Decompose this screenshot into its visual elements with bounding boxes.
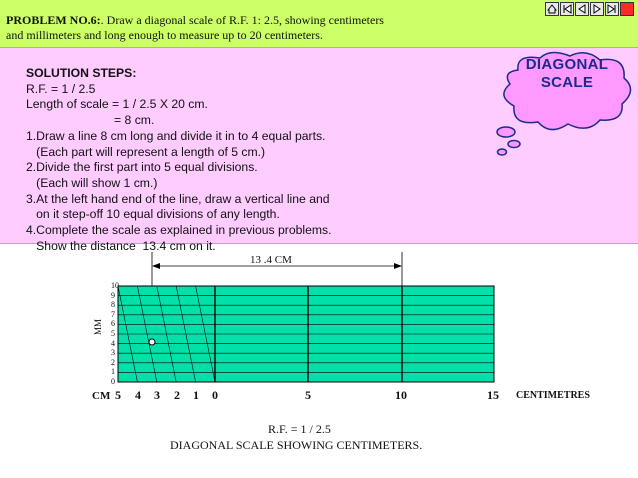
step-line: (Each part will represent a length of 5 cm.) xyxy=(26,144,266,159)
mm-tick-label: 6 xyxy=(111,319,115,329)
slide-navigation xyxy=(545,2,634,16)
mm-tick-label: 5 xyxy=(111,329,115,338)
mm-tick-label: 0 xyxy=(111,377,115,386)
steps-title: SOLUTION STEPS: xyxy=(26,66,137,80)
cm-tick-label: 0 xyxy=(212,388,218,402)
step-line: Show the distance 13.4 cm on it. xyxy=(26,238,216,253)
cm-tick-label: 3 xyxy=(154,388,160,402)
cloud-line1: DIAGONAL xyxy=(525,56,609,73)
problem-statement-bar xyxy=(0,0,638,48)
diagram-caption: DIAGONAL SCALE SHOWING CENTIMETERS. xyxy=(170,438,423,452)
diagonal-scale-diagram xyxy=(0,244,638,478)
cm-tick-label: 15 xyxy=(487,388,499,402)
home-icon[interactable] xyxy=(545,2,559,16)
problem-statement xyxy=(6,13,446,43)
problem-number: PROBLEM NO.6: xyxy=(6,13,101,27)
first-icon[interactable] xyxy=(560,2,574,16)
mm-axis-label: MM xyxy=(93,318,104,336)
last-icon[interactable] xyxy=(605,2,619,16)
mm-tick-label: 3 xyxy=(111,348,115,358)
rf-label: R.F. = 1 / 2.5 xyxy=(268,422,331,436)
problem-text-line2: and millimeters and long enough to measure up to 20 centimeters. xyxy=(6,28,323,42)
step-line: 3.At the left hand end of the line, draw a vertical line and xyxy=(26,191,330,206)
mm-tick-label: 7 xyxy=(111,309,115,319)
mm-tick-label: 10 xyxy=(111,281,119,290)
measure-point xyxy=(149,339,155,345)
cm-unit-label: CM xyxy=(92,390,111,402)
dimension-arrow-right xyxy=(394,263,402,269)
solution-steps xyxy=(26,66,332,254)
dimension-label: 13 .4 CM xyxy=(250,254,292,266)
step-line: on it step-off 10 equal divisions of any length. xyxy=(26,207,280,222)
mm-tick-label: 9 xyxy=(111,290,115,300)
cm-tick-label: 5 xyxy=(305,388,311,402)
step-line: (Each will show 1 cm.) xyxy=(26,175,158,190)
cm-tick-label: 4 xyxy=(135,388,141,402)
step-line: 1.Draw a line 8 cm long and divide it in to 4 equal parts. xyxy=(26,128,326,143)
step-line: 2.Divide the first part into 5 equal divisions. xyxy=(26,160,258,175)
cloud-line2: SCALE xyxy=(540,74,594,91)
problem-text-line1: . Draw a diagonal scale of R.F. 1: 2.5, showing centimeters xyxy=(100,13,384,27)
mm-tick-label: 2 xyxy=(111,357,115,367)
mm-tick-label: 1 xyxy=(111,367,115,377)
cloud-title xyxy=(512,56,622,92)
next-icon[interactable] xyxy=(590,2,604,16)
cm-tick-label: 1 xyxy=(193,388,199,402)
cm-tick-label: 2 xyxy=(174,388,180,402)
dimension-arrow-left xyxy=(152,263,160,269)
cm-tick-label: 10 xyxy=(395,388,407,402)
step-line: = 8 cm. xyxy=(26,113,155,128)
mm-tick-label: 4 xyxy=(111,338,115,348)
cm-tick-label: 5 xyxy=(115,388,121,402)
step-line: Length of scale = 1 / 2.5 X 20 cm. xyxy=(26,97,208,112)
close-icon[interactable] xyxy=(620,2,634,16)
mm-tick-label: 8 xyxy=(111,300,115,310)
prev-icon[interactable] xyxy=(575,2,589,16)
centimetres-unit-label: CENTIMETRES xyxy=(516,390,590,401)
step-line: R.F. = 1 / 2.5 xyxy=(26,81,96,96)
step-line: 4.Complete the scale as explained in previous problems. xyxy=(26,223,332,238)
